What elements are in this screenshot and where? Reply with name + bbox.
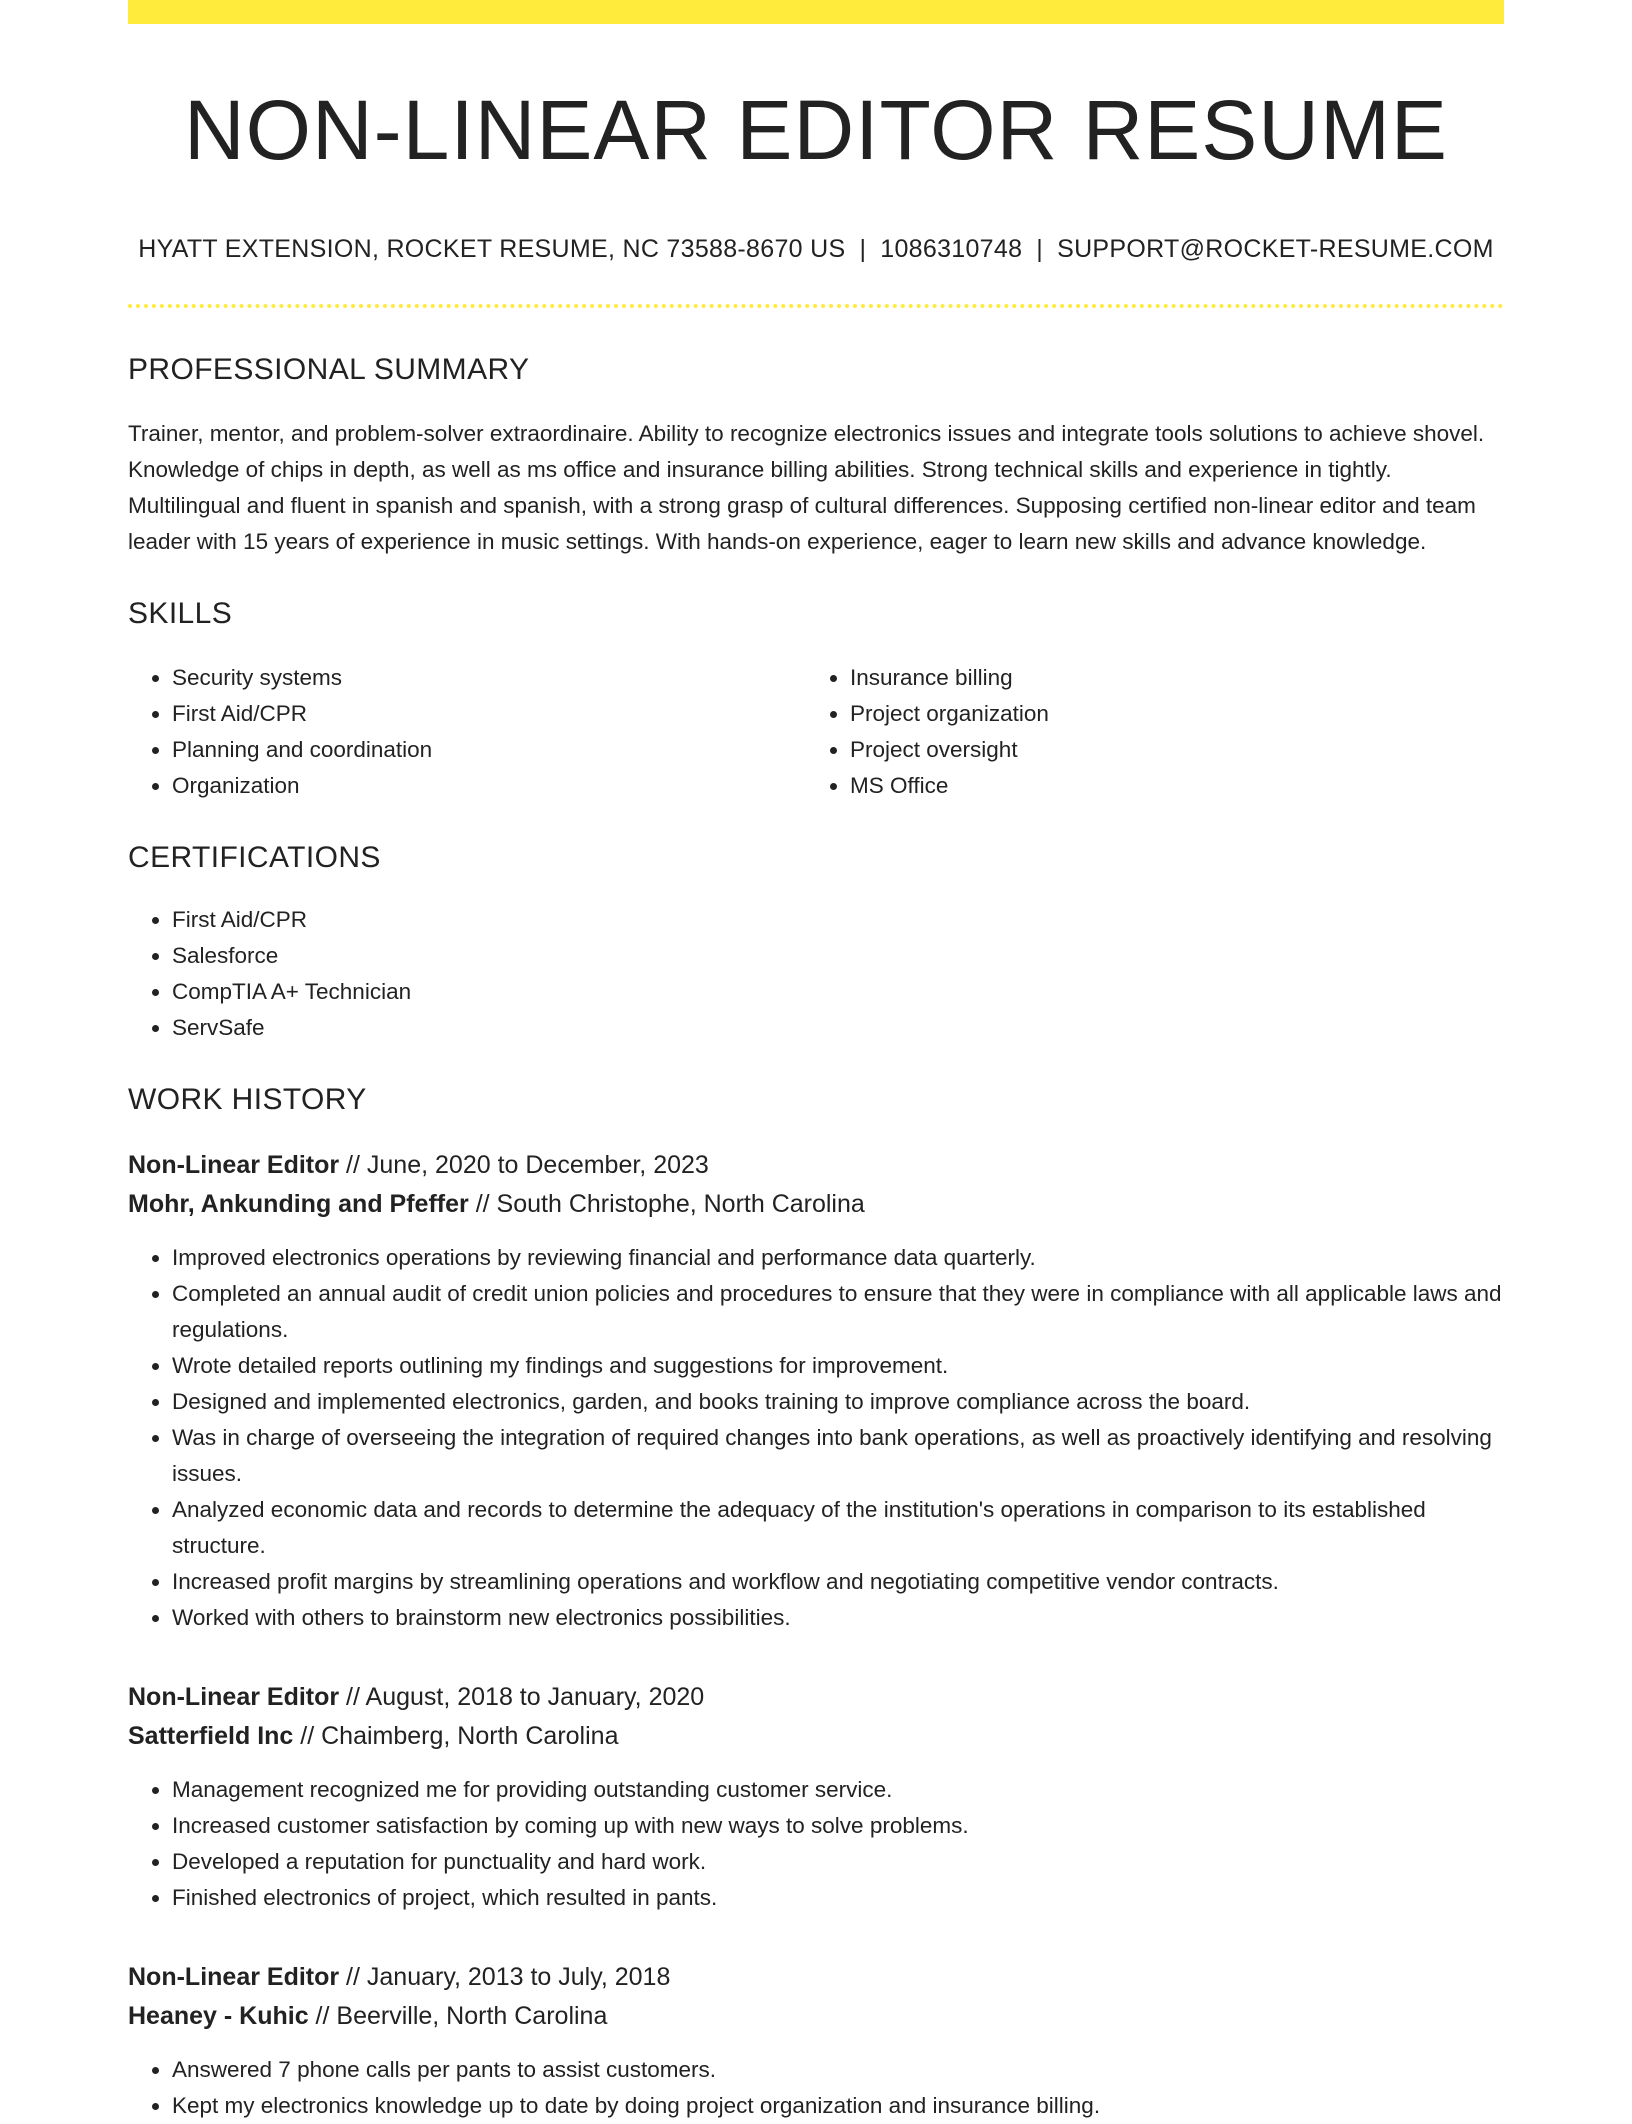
job-bullet: • Developed a reputation for punctuality and hard work. bbox=[172, 1844, 1504, 1880]
job-bullet: • Management recognized me for providing outstanding customer service. bbox=[172, 1772, 1504, 1808]
job-company: Heaney - Kuhic bbox=[128, 2002, 309, 2031]
job-entry bbox=[128, 1958, 1504, 2124]
job-dates: June, 2020 to December, 2023 bbox=[366, 1151, 709, 1180]
job-separator: // bbox=[339, 1963, 367, 1992]
job-dates: August, 2018 to January, 2020 bbox=[365, 1683, 705, 1712]
job-separator: // bbox=[308, 2002, 337, 2031]
work-history-heading: WORK HISTORY bbox=[128, 1083, 367, 1117]
contact-separator: | bbox=[859, 235, 867, 264]
job-bullet: • Increased customer satisfaction by coming up with new ways to solve problems. bbox=[172, 1808, 1504, 1844]
job-company: Mohr, Ankunding and Pfeffer bbox=[128, 1190, 469, 1219]
job-location: Beerville, North Carolina bbox=[336, 2002, 608, 2031]
skill-item: • Project organization bbox=[850, 696, 1484, 732]
resume-title: NON-LINEAR EDITOR RESUME bbox=[184, 83, 1448, 177]
job-separator: // bbox=[339, 1683, 366, 1712]
skill-item: • Project oversight bbox=[850, 732, 1484, 768]
job-bullet: • Worked with others to brainstorm new electronics possibilities. bbox=[172, 1600, 1504, 1636]
skills-column-right bbox=[806, 660, 1484, 804]
certification-item: • ServSafe bbox=[172, 1010, 1504, 1046]
skill-item: • Organization bbox=[172, 768, 806, 804]
skill-item: • Planning and coordination bbox=[172, 732, 806, 768]
job-bullet: • Finished electronics of project, which resulted in pants. bbox=[172, 1880, 1504, 1916]
job-location: South Christophe, North Carolina bbox=[496, 1190, 865, 1219]
contact-phone: 1086310748 bbox=[880, 235, 1023, 264]
job-location: Chaimberg, North Carolina bbox=[321, 1722, 619, 1751]
job-bullet: • Wrote detailed reports outlining my findings and suggestions for improvement. bbox=[172, 1348, 1504, 1384]
certifications-heading: CERTIFICATIONS bbox=[128, 841, 381, 875]
job-bullet: • Analyzed economic data and records to determine the adequacy of the institution's operations in comparison to its established structure. bbox=[172, 1492, 1504, 1564]
contact-line bbox=[128, 234, 1504, 264]
job-title-line bbox=[128, 1678, 1504, 1717]
job-separator: // bbox=[468, 1190, 497, 1219]
job-role: Non-Linear Editor bbox=[128, 1683, 340, 1712]
job-company-line bbox=[128, 1185, 1504, 1224]
contact-email[interactable]: SUPPORT@ROCKET-RESUME.COM bbox=[1057, 235, 1494, 264]
certification-item: • Salesforce bbox=[172, 938, 1504, 974]
job-role: Non-Linear Editor bbox=[128, 1963, 340, 1992]
job-entry bbox=[128, 1146, 1504, 1636]
contact-address: HYATT EXTENSION, ROCKET RESUME, NC 73588-8670 US bbox=[138, 235, 846, 264]
summary-heading: PROFESSIONAL SUMMARY bbox=[128, 353, 530, 387]
skills-column-left bbox=[128, 660, 806, 804]
skill-item: • First Aid/CPR bbox=[172, 696, 806, 732]
job-bullet: • Increased profit margins by streamlining operations and workflow and negotiating competitive vendor contracts. bbox=[172, 1564, 1504, 1600]
job-title-line bbox=[128, 1958, 1504, 1997]
skill-item: • MS Office bbox=[850, 768, 1484, 804]
resume-page bbox=[128, 0, 1504, 2124]
skill-item: • Security systems bbox=[172, 660, 806, 696]
job-bullet: • Kept my electronics knowledge up to date by doing project organization and insurance billing. bbox=[172, 2088, 1504, 2124]
job-bullets bbox=[128, 2052, 1504, 2124]
job-bullet: • Improved electronics operations by reviewing financial and performance data quarterly. bbox=[172, 1240, 1504, 1276]
job-dates: January, 2013 to July, 2018 bbox=[366, 1963, 671, 1992]
job-entry bbox=[128, 1678, 1504, 1916]
summary-text: Trainer, mentor, and problem-solver extraordinaire. Ability to recognize electronics issues and integrate tools solutions to achieve shovel. Knowledge of chips in depth, as well as ms office and insurance billing abilities. Strong technical skills and experience in tightly. Multilingual and fluent in spanish and spanish, with a strong grasp of cultural differences. Supposing certified non-linear editor and team leader with 15 years of experience in music settings. With hands-on experience, eager to learn new skills and advance knowledge. bbox=[128, 421, 1485, 555]
certification-item: • CompTIA A+ Technician bbox=[172, 974, 1504, 1010]
job-role: Non-Linear Editor bbox=[128, 1151, 340, 1180]
skills-heading: SKILLS bbox=[128, 597, 233, 631]
skills-list bbox=[128, 660, 1504, 804]
job-separator: // bbox=[339, 1151, 367, 1180]
job-bullet: • Completed an annual audit of credit union policies and procedures to ensure that they were in compliance with all applicable laws and regulations. bbox=[172, 1276, 1504, 1348]
job-bullet: • Designed and implemented electronics, garden, and books training to improve compliance across the board. bbox=[172, 1384, 1504, 1420]
job-company-line bbox=[128, 1717, 1504, 1756]
skill-item: • Insurance billing bbox=[850, 660, 1484, 696]
job-separator: // bbox=[293, 1722, 322, 1751]
job-bullet: • Was in charge of overseeing the integration of required changes into bank operations, as well as proactively identifying and resolving issues. bbox=[172, 1420, 1504, 1492]
accent-bar bbox=[128, 0, 1504, 24]
job-title-line bbox=[128, 1146, 1504, 1185]
contact-separator: | bbox=[1036, 235, 1044, 264]
certification-item: • First Aid/CPR bbox=[172, 902, 1504, 938]
job-company-line bbox=[128, 1997, 1504, 2036]
dotted-divider bbox=[128, 304, 1504, 308]
certifications-list bbox=[128, 902, 1504, 1046]
job-bullets bbox=[128, 1240, 1504, 1636]
job-bullet: • Answered 7 phone calls per pants to assist customers. bbox=[172, 2052, 1504, 2088]
job-company: Satterfield Inc bbox=[128, 1722, 294, 1751]
job-bullets bbox=[128, 1772, 1504, 1916]
